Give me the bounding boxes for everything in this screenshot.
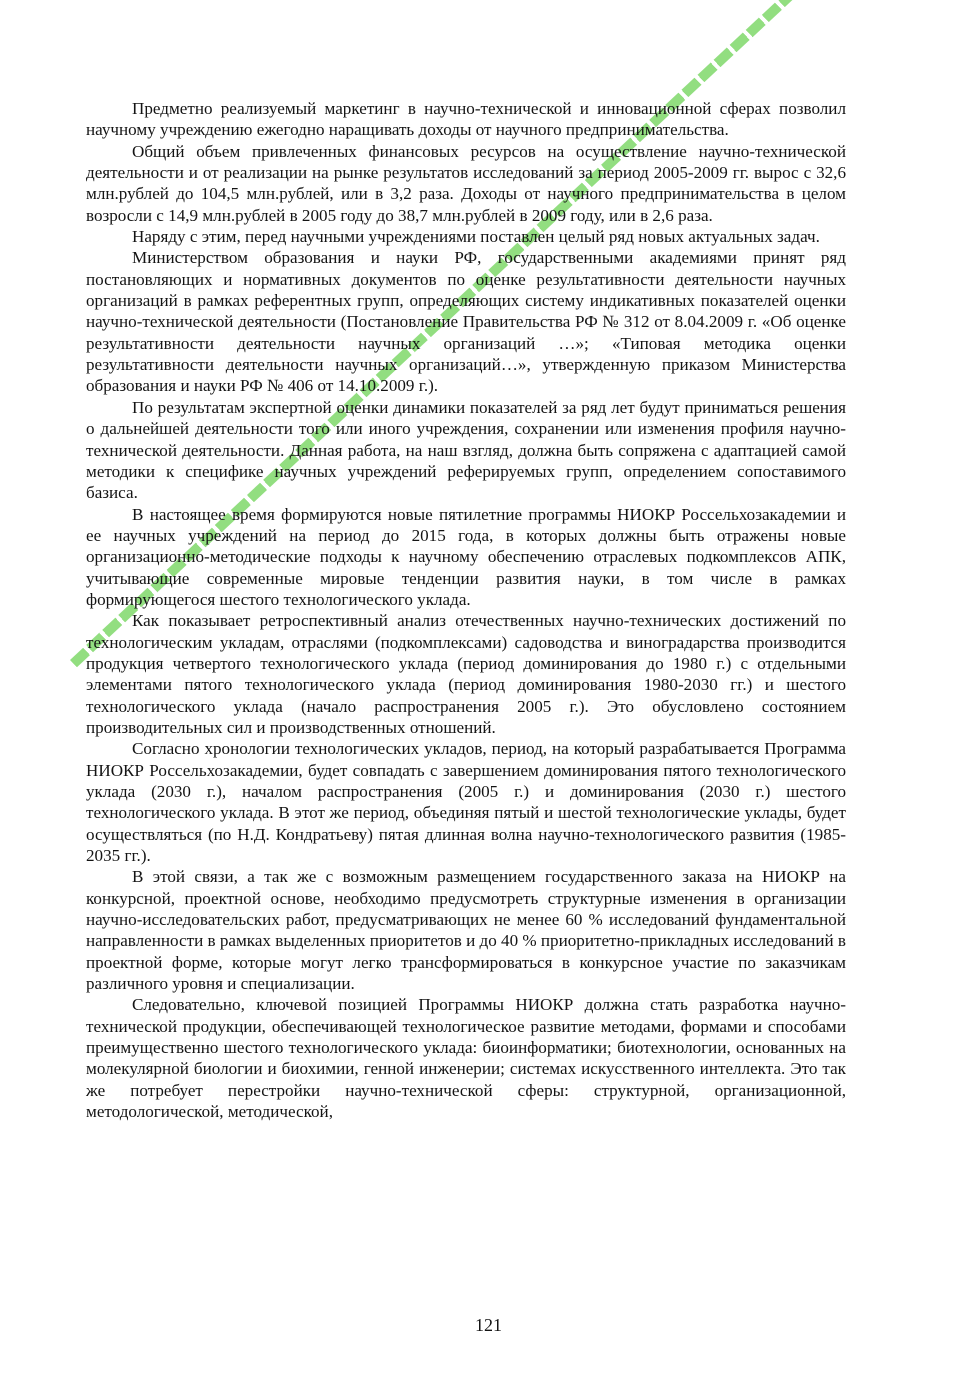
paragraph: Предметно реализуемый маркетинг в научно-технической и инновационной сферах позволил научному учреждению ежегодно наращивать доходы от научного предпринимательства. bbox=[86, 99, 846, 140]
paragraph: Следовательно, ключевой позицией Программы НИОКР должна стать разработка научно-технической продукции, обеспечивающей технологическое развитие методами, формами и способами преимущественно шестого технологического уклада: биоинформатики; биотехнологии, основанных на молекулярной биологии и биохимии, генной инженерии; системах искусственного интеллекта. Это так же потребует перестройки научно-технической сферы: структурной, организационной, методологической, методической, bbox=[86, 995, 846, 1122]
paragraph: Согласно хронологии технологических укладов, период, на который разрабатывается Программа НИОКР Россельхозакадемии, будет совпадать с завершением доминирования пятого технологического уклада (2030 г.), началом распространения (2005 г.) и доминирования (2030 г.) шестого технологического уклада. В этот же период, объединяя пятый и шестой технологические уклады, будет осуществляться (по Н.Д. Кондратьеву) пятая длинная волна научно-технологического развития (1985-2035 гг.). bbox=[86, 739, 846, 866]
paragraph: В этой связи, а так же с возможным размещением государственного заказа на НИОКР на конкурсной, проектной основе, необходимо предусмотреть структурные изменения в организации научно-исследовательских работ, предусматривающих не менее 60 % исследований фундаментальной направленности в рамках выделенных приоритетов и до 40 % приоритетно-прикладных исследований в проектной форме, которые могут легко трансформироваться в конкурсное участие по заказчикам различного уровня и специализации. bbox=[86, 867, 846, 994]
paragraph: Наряду с этим, перед научными учреждениями поставлен целый ряд новых актуальных задач. bbox=[132, 227, 820, 247]
paragraph: В настоящее время формируются новые пятилетние программы НИОКР Россельхозакадемии и ее научных учреждений на период до 2015 года, в которых должны быть отражены новые организационно-методические подходы к научному обеспечению отраслевых подкомплексов АПК, учитывающие современные мировые тенденции развития науки, в том числе в рамках формирующегося шестого технологического уклада. bbox=[86, 504, 846, 609]
paragraph: Общий объем привлеченных финансовых ресурсов на осуществление научно-технической деятельности и от реализации на рынке результатов исследований за период 2005-2009 гг. вырос с 32,6 млн.рублей до 104,5 млн.рублей, или в 3,2 раза. Доходы от научного предпринимательства в целом возросли с 14,9 млн.рублей в 2005 году до 38,7 млн.рублей в 2009 году, или в 2,6 раза. bbox=[86, 141, 846, 225]
paragraph: По результатам экспертной оценки динамики показателей за ряд лет будут приниматься решения о дальнейшей деятельности того или иного учреждения, сохранении или изменения профиля научно-технической деятельности. Данная работа, на наш взгляд, должна быть сопряжена с адаптацией самой методики к специфике научных учреждений реферируемых групп, определением сопоставимого базиса. bbox=[86, 397, 846, 503]
page-number: 121 bbox=[475, 1315, 502, 1335]
paragraph: Министерством образования и науки РФ, государственными академиями принят ряд постановляющих и нормативных документов по оценке результативности деятельности научных организаций в рамках референтных групп, определяющих систему индикативных показателей оценки научно-технической деятельности (Постановление Правительства РФ № 312 от 8.04.2009 г. «Об оценке результативности деятельности научных организаций …»; «Типовая методика оценки результативности деятельности научных организаций…», утвержденную приказом Министерства образования и науки РФ № 406 от 14.10.2009 г.). bbox=[86, 248, 846, 396]
paragraph: Как показывает ретроспективный анализ отечественных научно-технических достижений по технологическим укладам, отраслями (подкомплексами) садоводства и виноградарства производится продукция четвертого технологического уклада (период доминирования до 1980 г.) с отдельными элементами пятого технологического уклада (период доминирования 1980-2030 гг.) и шестого технологического уклада (начало распространения 2005 г.). Это обусловлено состоянием производительных сил и производственных отношений. bbox=[86, 611, 846, 737]
body-text bbox=[86, 98, 846, 1123]
